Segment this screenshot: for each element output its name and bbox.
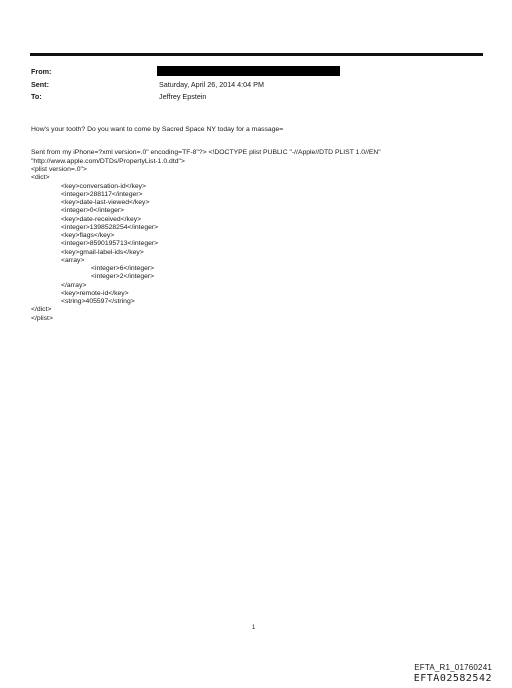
plist-line: </array> [61,281,87,289]
plist-line: <integer>2</integer> [91,273,155,281]
bates-number-1: EFTA_R1_01760241 [414,663,492,672]
plist-line: <string>405597</string> [61,298,135,305]
plist-line: <dict> [31,174,50,182]
to-label: To: [31,92,42,101]
plist-line: <integer>288117</integer> [61,190,143,198]
sent-label: Sent: [31,80,49,89]
plist-line: <integer>6</integer> [91,265,155,272]
plist-line: <key>flags</key> [61,232,115,239]
page-number: 1 [252,625,256,631]
bates-number-2: EFTA02582542 [413,673,492,684]
message-line-2: Sent from my iPhone=?xml version=.0" encoding=TF-8"?> <!DOCTYPE plist PUBLIC "-//Apple//DTD PLIST 1.0//EN" [31,149,381,156]
plist-line: <key>conversation-id</key> [61,182,147,190]
header-rule [30,53,483,56]
plist-line: </plist> [31,314,53,322]
to-value: Jeffrey Epstein [159,92,207,101]
plist-line: <integer>1398528254</integer> [61,223,159,231]
redaction-bar [157,66,340,76]
plist-line: <integer>0</integer> [61,207,125,215]
from-label: From: [31,67,52,76]
plist-line: <array> [61,256,85,264]
plist-line: <key>remote-id</key> [61,289,129,297]
plist-line: <key>date-last-viewed</key> [61,199,150,206]
plist-line: <plist version=.0"> [31,166,87,173]
message-line-1: How's your tooth? Do you want to come by Sacred Space NY today for a massage= [31,126,284,133]
plist-block [31,166,158,323]
plist-line: <key>gmail-label-ids</key> [61,248,144,256]
plist-line: <integer>8590195713</integer> [61,240,159,248]
message-line-3: "http://www.apple.com/DTDs/PropertyList-1.0.dtd"> [31,157,185,165]
plist-line: <key>date-received</key> [61,215,142,223]
plist-line: </dict> [31,306,52,314]
sent-value: Saturday, April 26, 2014 4:04 PM [159,80,264,89]
